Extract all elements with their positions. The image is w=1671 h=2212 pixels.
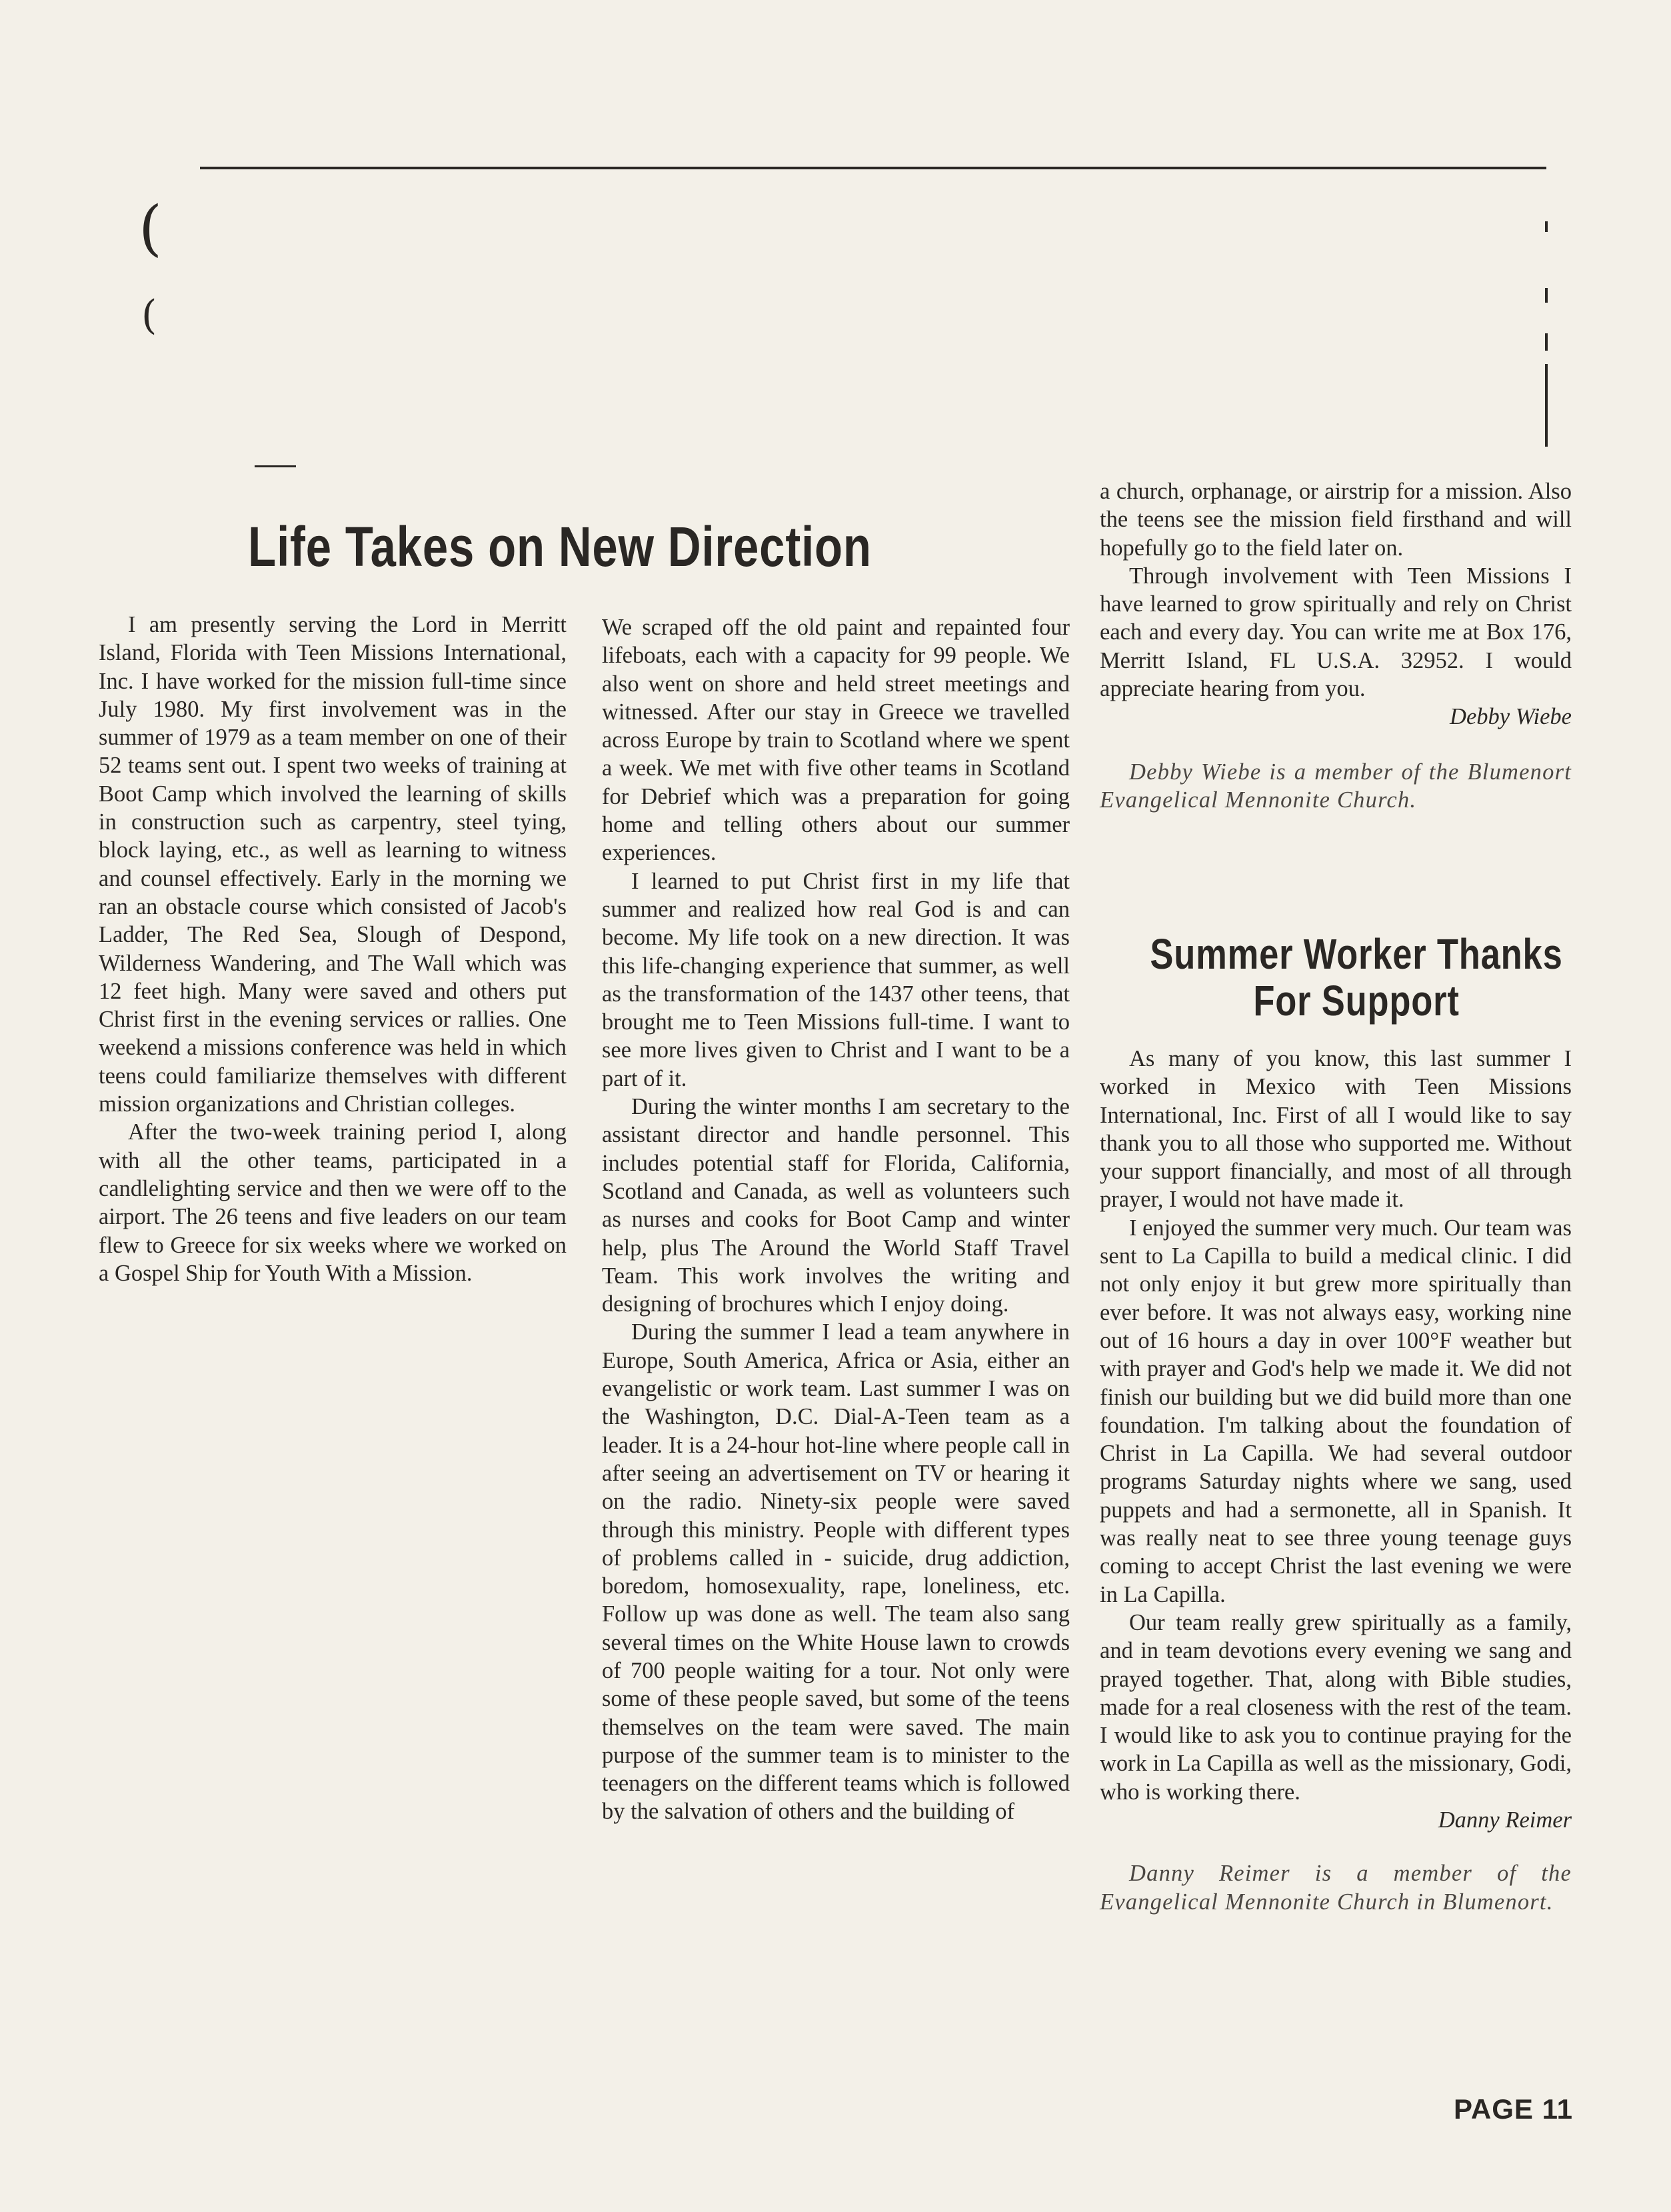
margin-paren-mark: ( [139, 193, 163, 263]
author-bio: Danny Reimer is a member of the Evangelical Mennonite Church in Blumenort. [1100, 1861, 1572, 1915]
article-column-2 [602, 613, 1070, 1826]
paragraph: After the two-week training period I, along with all the other teams, participated in a candlelighting service and then we were off to the airport. The 26 teens and five leaders on our team flew to Greece for six weeks where we worked on a Gospel Ship for Youth With a Mission. [99, 1119, 567, 1286]
margin-tick-mark [1545, 364, 1548, 447]
article2-body [1100, 1045, 1572, 1916]
paragraph: During the summer I lead a team anywhere in Europe, South America, Africa or Asia, either an evangelistic or work team. Last summer I was on the Washington, D.C. Dial-A-Teen team as a leader. It is a 24-hour hot-line where people call in after seeing an advertisement on TV or hearing it on the radio. Ninety-six people were saved through this ministry. People with different types of problems called in - suicide, drug addiction, boredom, homosexuality, rape, loneliness, etc. Follow up was done as well. The team also sang several times on the White House lawn to crowds of 700 people waiting for a tour. Not only were some of these people saved, but some of the teens themselves on the team were saved. The main purpose of the summer team is to minister to the teenagers on the different teams which is followed by the salvation of others and the building of [602, 1319, 1070, 1825]
margin-paren-mark: ( [141, 292, 157, 339]
paragraph: I learned to put Christ first in my life that summer and realized how real God is and can become. My life took on a new direction. It was this life-changing experience that summer, as well as the transformation of the 1437 other teens, that brought me to Teen Missions full-time. I want to see more lives given to Christ and I want to be a part of it. [602, 868, 1070, 1091]
paragraph: Through involvement with Teen Missions I have learned to grow spiritually and rely on Christ each and every day. You can write me at Box 176, Merritt Island, FL U.S.A. 32952. I would appreciate hearing from you. [1100, 563, 1572, 702]
margin-tick-mark [1545, 221, 1548, 232]
top-rule [200, 167, 1546, 169]
paragraph: As many of you know, this last summer I worked in Mexico with Teen Missions International, Inc. First of all I would like to say thank you to all those who supported me. Without your support financially, and most of all through prayer, I would not have made it. [1100, 1046, 1572, 1213]
paragraph: During the winter months I am secretary to the assistant director and handle personnel. This includes potential staff for Florida, California, Scotland and Canada, as well as volunteers such as nurses and cooks for Boot Camp and winter help, plus The Around the World Staff Travel Team. This work involves the writing and designing of brochures which I enjoy doing. [602, 1094, 1070, 1317]
margin-tick-mark [1545, 288, 1548, 303]
author-signature: Debby Wiebe [1450, 704, 1572, 730]
paragraph: Our team really grew spiritually as a family, and in team devotions every evening we sang and prayed together. That, along with Bible studies, made for a real closeness with the rest of the team. I would like to ask you to continue praying for the work in La Capilla as well as the missionary, Godi, who is working there. [1100, 1609, 1572, 1805]
paragraph: I enjoyed the summer very much. Our team was sent to La Capilla to build a medical clinic. I did not only enjoy it but grew more spiritually than ever before. It was not always easy, working nine out of 16 hours a day in over 100°F weather but with prayer and God's help we made it. We did not finish our building but we did build more than one foundation. I'm talking about the foundation of Christ in La Capilla. We had several outdoor programs Saturday nights where we sang, used puppets and had a sermonette, all in Spanish. It was really neat to see three young teenage guys coming to accept Christ the last evening we were in La Capilla. [1100, 1215, 1572, 1607]
article-column-1 [99, 611, 567, 1287]
page-number: PAGE 11 [1454, 2093, 1573, 2125]
paragraph: We scraped off the old paint and repainted four lifeboats, each with a capacity for 99 people. We also went on shore and held street meetings and witnessed. After our stay in Greece we travelled across Europe by train to Scotland where we spent a week. We met with five other teams in Scotland for Debrief which was a preparation for going home and telling others about our summer experiences. [602, 615, 1070, 866]
article-title-2: Summer Worker Thanks For Support [1150, 930, 1563, 1025]
paragraph: a church, orphanage, or airstrip for a mission. Also the teens see the mission field firsthand and will hopefully go to the field later on. [1100, 479, 1572, 561]
short-dash-mark [255, 465, 296, 467]
article-title: Life Takes on New Direction [248, 515, 872, 578]
margin-tick-mark [1545, 333, 1548, 351]
author-bio: Debby Wiebe is a member of the Blumenort Evangelical Mennonite Church. [1100, 759, 1572, 813]
author-signature: Danny Reimer [1438, 1807, 1572, 1833]
paragraph: I am presently serving the Lord in Merritt Island, Florida with Teen Missions International, Inc. I have worked for the mission full-time since July 1980. My first involvement was in the summer of 1979 as a team member on one of their 52 teams sent out. I spent two weeks of training at Boot Camp which involved the learning of skills in construction such as carpentry, steel tying, block laying, etc., as well as learning to witness and counsel effectively. Early in the morning we ran an obstacle course which consisted of Jacob's Ladder, The Red Sea, Slough of Despond, Wilderness Wandering, and The Wall which was 12 feet high. Many were saved and others put Christ first in the evening services or rallies. One weekend a missions conference was held in which teens could familiarize themselves with different mission organizations and Christian colleges. [99, 612, 567, 1117]
article-column-3 [1100, 477, 1572, 814]
